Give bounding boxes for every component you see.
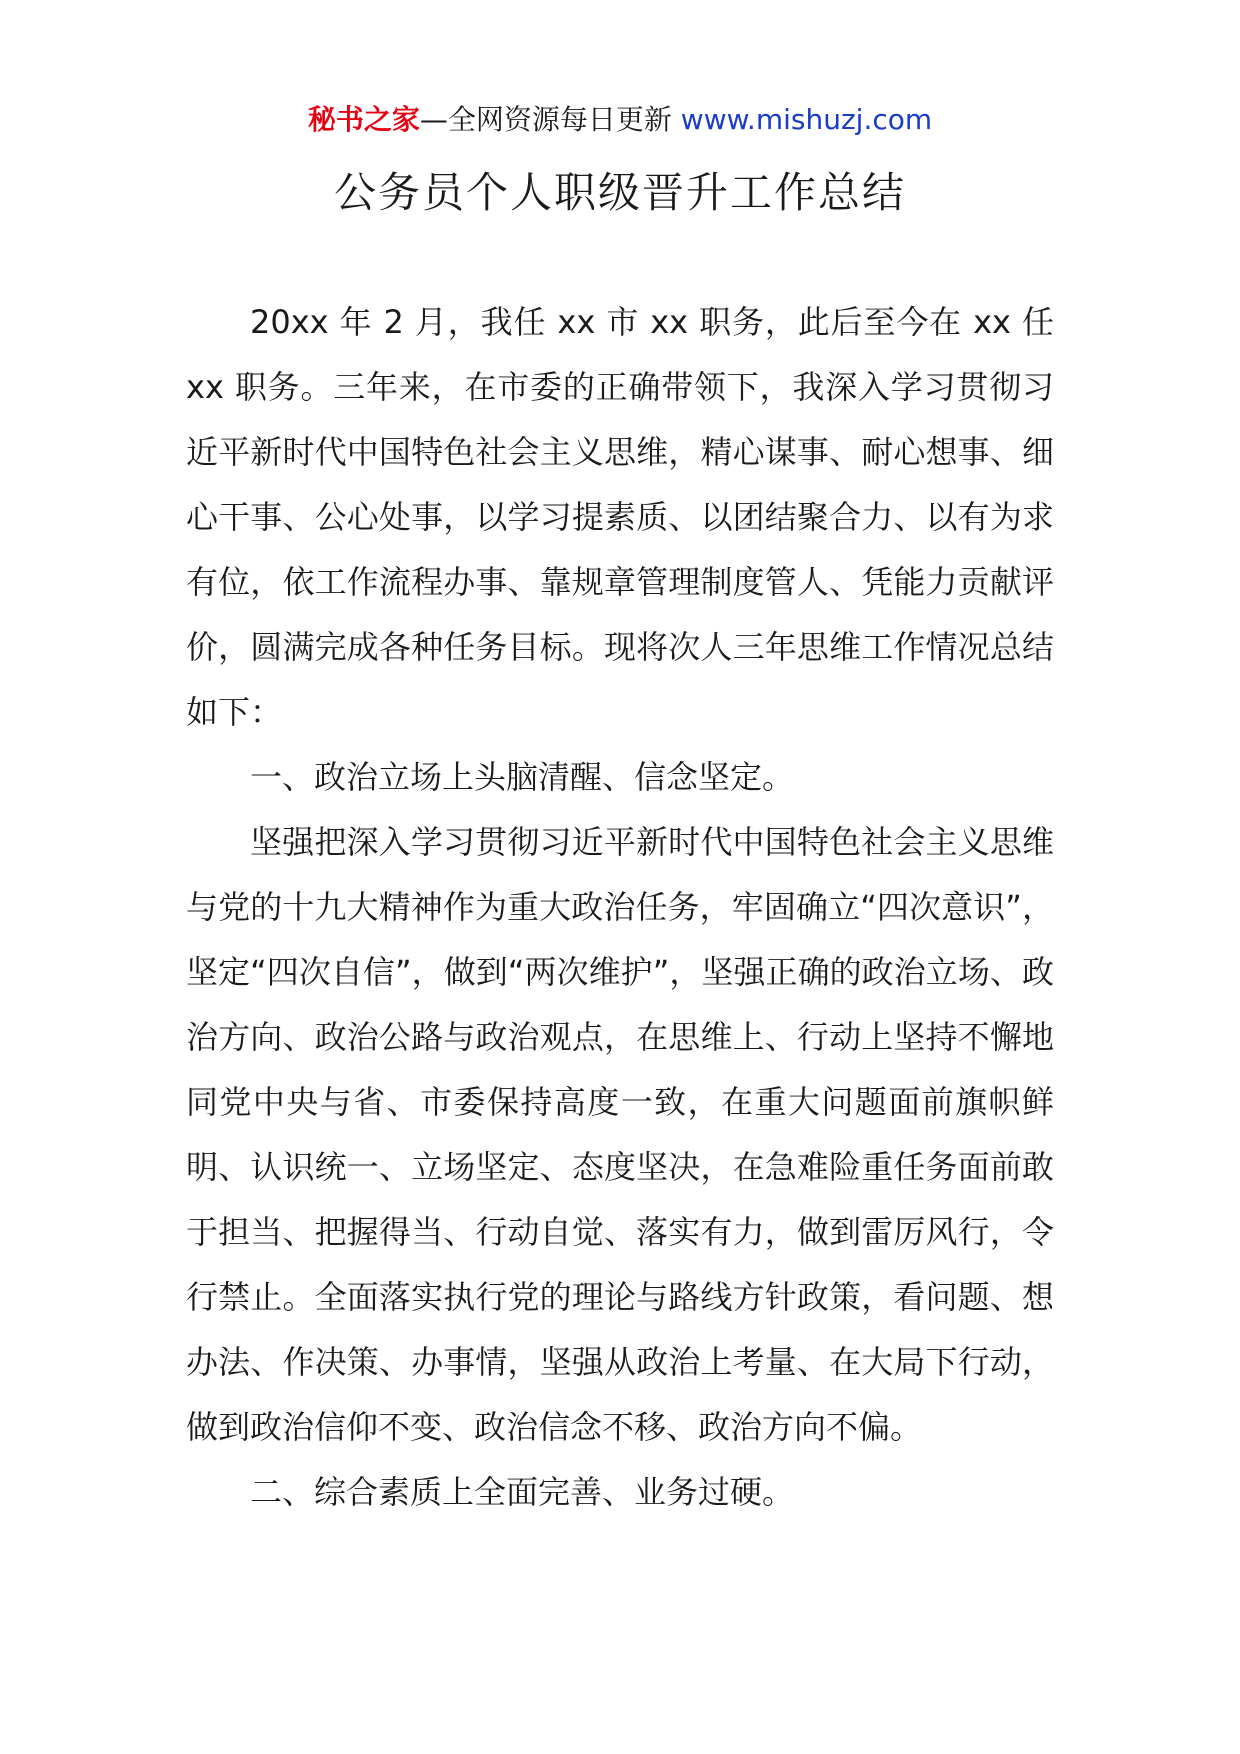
document-body xyxy=(186,290,1054,1525)
section-1-paragraph: 坚强把深入学习贯彻习近平新时代中国特色社会主义思维与党的十九大精神作为重大政治任务，牢固确立“四次意识”，坚定“四次自信”，做到“两次维护”，坚强正确的政治立场、政治方向、政治公路与政治观点，在思维上、行动上坚持不懈地同党中央与省、市委保持高度一致，在重大问题面前旗帜鲜明、认识统一、立场坚定、态度坚决，在急难险重任务面前敢于担当、把握得当、行动自觉、落实有力，做到雷厉风行，令行禁止。全面落实执行党的理论与路线方针政策，看问题、想办法、作决策、办事情，坚强从政治上考量、在大局下行动，做到政治信仰不变、政治信念不移、政治方向不偏。 xyxy=(186,823,1054,1446)
document-title: 公务员个人职级晋升工作总结 xyxy=(333,168,906,217)
site-header xyxy=(0,100,1240,140)
brand-name: 秘书之家 xyxy=(307,103,420,136)
section-heading-2: 二、综合素质上全面完善、业务过硬。 xyxy=(250,1473,795,1511)
site-url-link[interactable]: www.mishuzj.com xyxy=(680,103,933,136)
section-heading-1: 一、政治立场上头脑清醒、信念坚定。 xyxy=(250,758,795,796)
header-slogan: —全网资源每日更新 xyxy=(419,103,672,136)
intro-paragraph: 20xx 年 2 月，我任 xx 市 xx 职务，此后至今在 xx 任 xx 职务。三年来，在市委的正确带领下，我深入学习贯彻习近平新时代中国特色社会主义思维，精心谋事、耐心想事、细心干事、公心处事，以学习提素质、以团结聚合力、以有为求有位，依工作流程办事、靠规章管理制度管人、凭能力贡献评价，圆满完成各种任务目标。现将次人三年思维工作情况总结如下： xyxy=(186,303,1054,731)
